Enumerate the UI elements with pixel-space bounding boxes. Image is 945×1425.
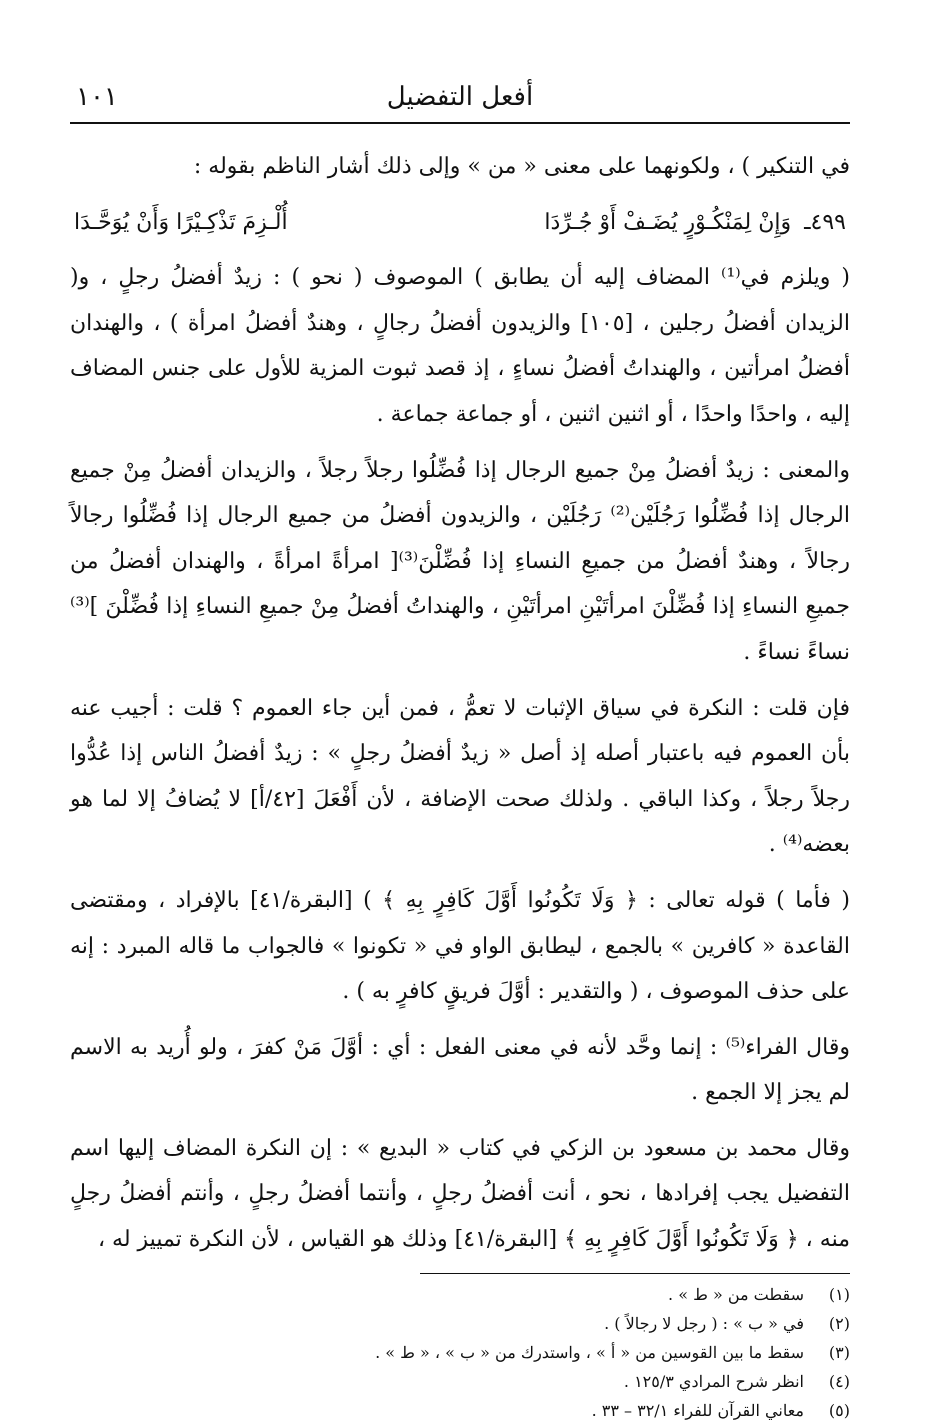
paragraph: ( فأما ) قوله تعالى : ﴿ وَلَا تَكُونُوا أَوَّلَ كَافِرٍ بِهِ ﴾ ) [البقرة/٤١] بالإفراد ، ومقتضى القاعدة « كافرين » بالجمع ، ليطابق الواو في « تكونوا » فالجواب ما قاله المبرد : إنه على حذف الموصوف ، ( والتقدير : أوَّلَ فريقٍ كافرٍ به ) . <box>70 887 850 1005</box>
running-header <box>70 78 850 124</box>
footnote-text: انظر شرح المرادي ١٢٥/٣ . <box>623 1371 804 1391</box>
paragraph: في التنكير ) ، ولكونهما على معنى « من » وإلى ذلك أشار الناظم بقوله : <box>193 154 850 179</box>
paragraph: فإن قلت : النكرة في سياق الإثبات لا تعمُّ ، فمن أين جاء العموم ؟ قلت : أجيب عنه بأن العموم فيه باعتبار أصله إذ أصل « زيدٌ أفضلُ رجلٍ » : زيدٌ أفضلُ الناس إذا عُدُّوا رجلاً رجلاً ، وكذا الباقي . ولذلك صحت الإضافة ، لأن أَفْعَلَ [٤٢/أ] لا يُضافُ إلا لما هو بعضه⁽⁴⁾ . <box>70 695 850 858</box>
footnote-number: (١) <box>828 1284 850 1304</box>
paragraph: والمعنى : زيدٌ أفضلُ مِنْ جميع الرجال إذا فُضِّلُوا رجلاً رجلاً ، والزيدان أفضلُ مِنْ جميع الرجال إذا فُضِّلُوا رَجُلَيْن⁽²⁾ رَجُلَيْن ، والزيدون أفضلُ من جميع الرجال إذا فُضِّلُوا رجالاً رجالاً ، وهندٌ أفضلُ من جميعِ النساءِ إذا فُضِّلْنَ⁽³⁾[ امرأةً امرأةً ، والهندان أفضلُ من جميعِ النساءِ إذا فُضِّلْنَ امرأتَيْنِ امرأتَيْنِ ، والهنداتُ أفضلُ مِنْ جميعِ النساءِ إذا فُضِّلْنَ ]⁽³⁾ نساءً نساءً . <box>70 457 850 665</box>
paragraph: وقال الفراء⁽⁵⁾ : إنما وحَّد لأنه في معنى الفعل : أي : أوَّلَ مَنْ كفرَ ، ولو أُريد به الاسم لم يجز إلا الجمع . <box>70 1034 850 1106</box>
footnote-number: (٢) <box>828 1313 850 1333</box>
footnote-text: سقطت من « ط » . <box>668 1284 804 1304</box>
footnote-item <box>70 1396 850 1425</box>
footnote-text: سقط ما بين القوسين من « أ » ، واستدرك من « ب » ، « ط » . <box>375 1342 804 1362</box>
footnote-text: معاني القرآن للفراء ٣٢/١ – ٣٣ . <box>591 1400 804 1420</box>
book-page <box>70 78 850 1425</box>
verse-hemistich-1: وَإِنْ لِمَنْكُـوْرٍ يُضَـفْ أَوْ جُـرِّدَا <box>544 209 792 235</box>
paragraph: وقال محمد بن مسعود بن الزكي في كتاب « البديع » : إن النكرة المضاف إليها اسم التفضيل يجب إفرادها ، نحو ، أنت أفضلُ رجلٍ ، وأنتما أفضلُ رجلٍ ، وأنتم أفضلُ رجلٍ منه ، ﴿ وَلَا تَكُونُوا أَوَّلَ كَافِرٍ بِهِ ﴾ [البقرة/٤١] وذلك هو القياس ، لأن النكرة تمييز له ، <box>70 1135 850 1253</box>
footnote-number: (٥) <box>828 1400 850 1420</box>
main-text <box>70 144 850 1263</box>
footnote-item <box>70 1367 850 1396</box>
paragraph: ( ويلزم في⁽¹⁾ المضاف إليه أن يطابق ) الموصوف ( نحو ) : زيدٌ أفضلُ رجلٍ ، و( الزيدان أفضلُ رجلين ، [١٠٥] والزيدون أفضلُ رجالٍ ، وهندٌ أفضلُ امرأة ) ، والهندان أفضلُ امرأتين ، والهنداتُ أفضلُ نساءٍ ، إذ قصد ثبوت المزية للأول على جنس المضاف إليه ، واحدًا واحدًا ، أو اثنين اثنين ، أو جماعة جماعة . <box>70 265 850 427</box>
verse-hemistich-2: أُلْـزِمَ تَذْكِـيْرًا وَأَنْ يُوَحَّـدَا <box>74 209 288 235</box>
footnote-number: (٤) <box>828 1371 850 1391</box>
footnote-item <box>70 1338 850 1367</box>
poem-verse <box>70 200 850 246</box>
page-number: ١٠١ <box>76 82 118 112</box>
footnotes <box>70 1280 850 1425</box>
footnote-number: (٣) <box>828 1342 850 1362</box>
footnote-item <box>70 1309 850 1338</box>
chapter-title: أفعل التفضيل <box>386 82 534 112</box>
verse-number: ٤٩٩ـ <box>804 209 846 235</box>
footnote-item <box>70 1280 850 1309</box>
footnote-separator <box>420 1273 850 1274</box>
verse-first-half <box>544 200 846 246</box>
footnote-text: في « ب » : ( رجل لا رجالاً ) . <box>604 1313 804 1333</box>
